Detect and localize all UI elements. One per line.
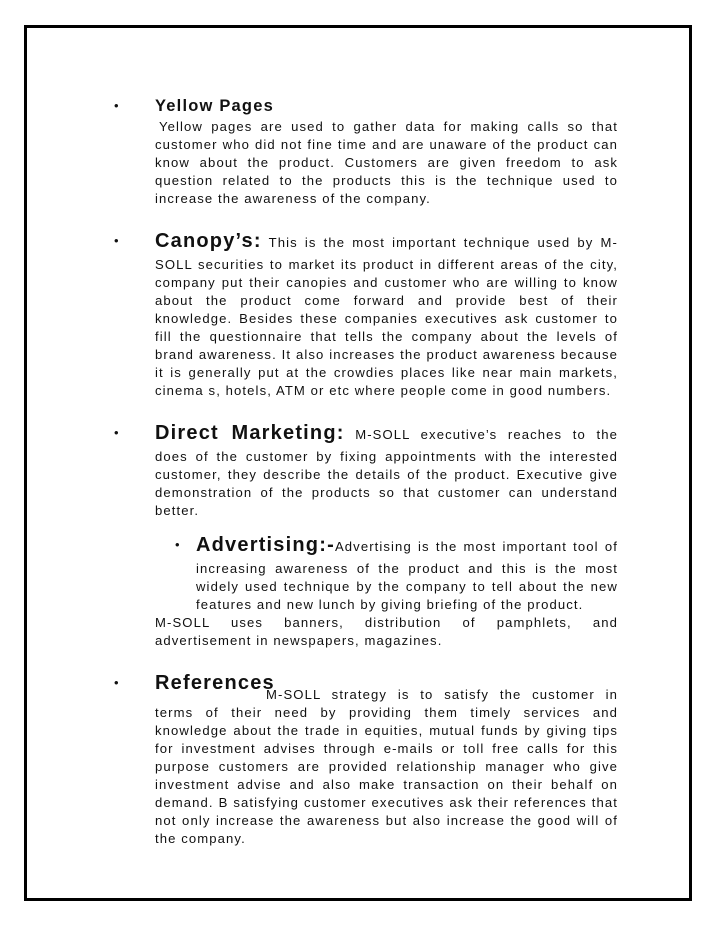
section-heading-yellow-pages: Yellow Pages xyxy=(155,97,274,115)
section-heading-canopys: Canopy’s: xyxy=(155,230,262,252)
document-body xyxy=(114,94,618,866)
section-tail-direct-marketing: M-SOLL uses banners, distribution of pamphlets, and advertisement in newspapers, magazines. xyxy=(155,615,618,648)
section-heading-direct-marketing: Direct Marketing: xyxy=(155,422,345,444)
section-body-canopys: This is the most important technique used by M-SOLL securities to market its product in different areas of the city, company put their canopies and customer who are willing to know about the product come forward and provide best of their knowledge. Besides these companies executives ask customer to fill the questionnaire that tells the company about the levels of brand awareness. It also increases the product awareness because it is generally put at the crowdies places like near main markets, cinema s, hotels, ATM or etc where people come in good numbers. xyxy=(155,235,618,398)
bullet-dot-icon: • xyxy=(114,425,119,440)
section-canopys xyxy=(114,226,618,400)
bullet-dot-icon: • xyxy=(114,675,119,690)
section-body-yellow-pages: Yellow pages are used to gather data for making calls so that customer who did not fine time and are unaware of the product can know about the product. Customers are given freedom to ask question related to the products this is the technique used to increase the awareness of the company. xyxy=(155,119,618,206)
section-direct-marketing xyxy=(114,418,618,650)
section-yellow-pages xyxy=(114,94,618,208)
bullet-dot-icon: • xyxy=(175,537,180,552)
section-references xyxy=(114,668,618,848)
subsection-heading-advertising: Advertising:- xyxy=(196,534,335,556)
subsection-advertising xyxy=(155,530,618,614)
section-heading-references: References xyxy=(155,672,275,694)
section-body-direct-marketing: M-SOLL executive’s reaches to the does of the customer by fixing appointments with the interested customer, they describe the details of the product. Executive give demonstration of the products so that customer can understand better. xyxy=(155,427,618,518)
subsection-body-advertising: Advertising is the most important tool of increasing awareness of the product and this is the most widely used technique by the company to tell about the new features and new lunch by giving briefing of the product. xyxy=(196,539,618,612)
bullet-dot-icon: • xyxy=(114,233,119,248)
section-body-references: M-SOLL strategy is to satisfy the customer in terms of their need by providing them timely services and knowledge about the trade in equities, mutual funds by giving tips for investment advises through e-mails or toll free calls for this purpose customers are provided relationship manager who give investment advise and also make transaction on their behalf on demand. B satisfying customer executives ask their references that not only increase the awareness but also increase the good will of the company. xyxy=(155,687,618,846)
bullet-dot-icon: • xyxy=(114,98,119,113)
